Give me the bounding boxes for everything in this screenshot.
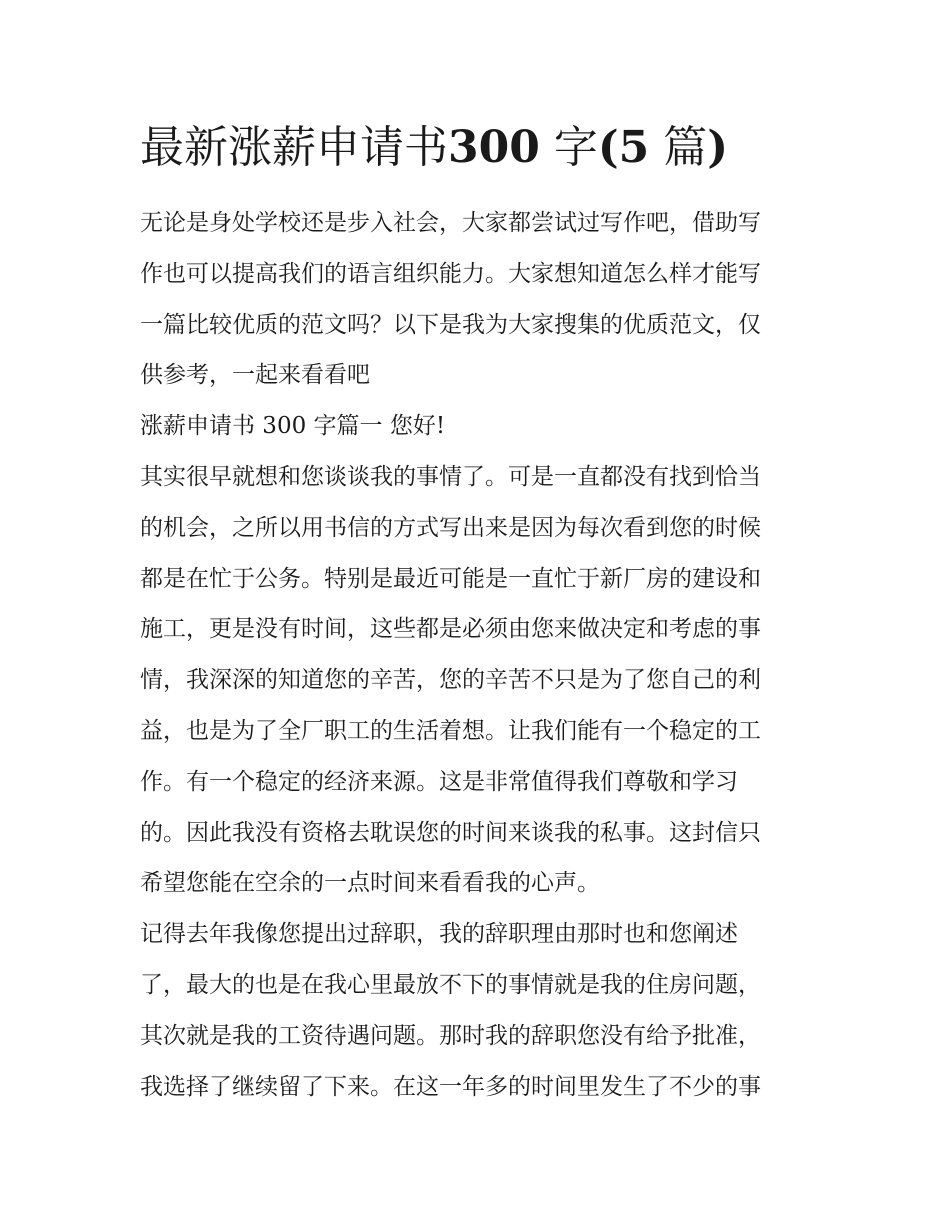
text-line: 都是在忙于公务。特别是最近可能是一直忙于新厂房的建设和 — [140, 565, 761, 592]
text-line: 作。有一个稳定的经济来源。这是非常值得我们尊敬和学习 — [140, 768, 738, 795]
title-paren-close: ) — [707, 122, 729, 173]
text-line: 一篇比较优质的范文吗？以下是我为大家搜集的优质范文，仅 — [140, 311, 761, 338]
section-heading: 涨薪申请书 300 字篇一 您好! — [140, 413, 446, 440]
text-line: 的。因此我没有资格去耽误您的时间来谈我的私事。这封信只 — [140, 819, 761, 846]
text-line: 记得去年我像您提出过辞职，我的辞职理由那时也和您阐述 — [140, 921, 738, 948]
title-char: 字 — [553, 122, 598, 173]
title-paren-open: (5 — [597, 122, 650, 173]
text-line: 无论是身处学校还是步入社会，大家都尝试过写作吧，借助写 — [140, 210, 761, 236]
document-title — [140, 118, 728, 178]
text-line: 希望您能在空余的一点时间来看看我的心声。 — [140, 870, 600, 897]
text-line: 其实很早就想和您谈谈我的事情了。可是一直都没有找到恰当 — [140, 463, 761, 490]
text-line: 我选择了继续留了下来。在这一年多的时间里发生了不少的事 — [140, 1073, 761, 1100]
text-line: 益，也是为了全厂职工的生活着想。让我们能有一个稳定的工 — [140, 717, 761, 744]
text-line: 施工，更是没有时间，这些都是必须由您来做决定和考虑的事 — [140, 616, 761, 643]
text-line: 其次就是我的工资待遇问题。那时我的辞职您没有给予批准， — [140, 1022, 761, 1049]
title-main: 最新涨薪申请书 — [140, 122, 448, 173]
text-line: 情，我深深的知道您的辛苦，您的辛苦不只是为了您自己的利 — [140, 667, 761, 694]
text-line: 供参考，一起来看看吧 — [140, 362, 370, 389]
title-pian: 篇 — [663, 122, 708, 173]
title-number: 300 — [448, 122, 540, 173]
text-line: 的机会，之所以用书信的方式写出来是因为每次看到您的时候 — [140, 514, 761, 541]
document-body — [140, 198, 820, 1112]
text-line: 了，最大的也是在我心里最放不下的事情就是我的住房问题， — [140, 971, 761, 998]
text-line: 作也可以提高我们的语言组织能力。大家想知道怎么样才能写 — [140, 260, 761, 287]
